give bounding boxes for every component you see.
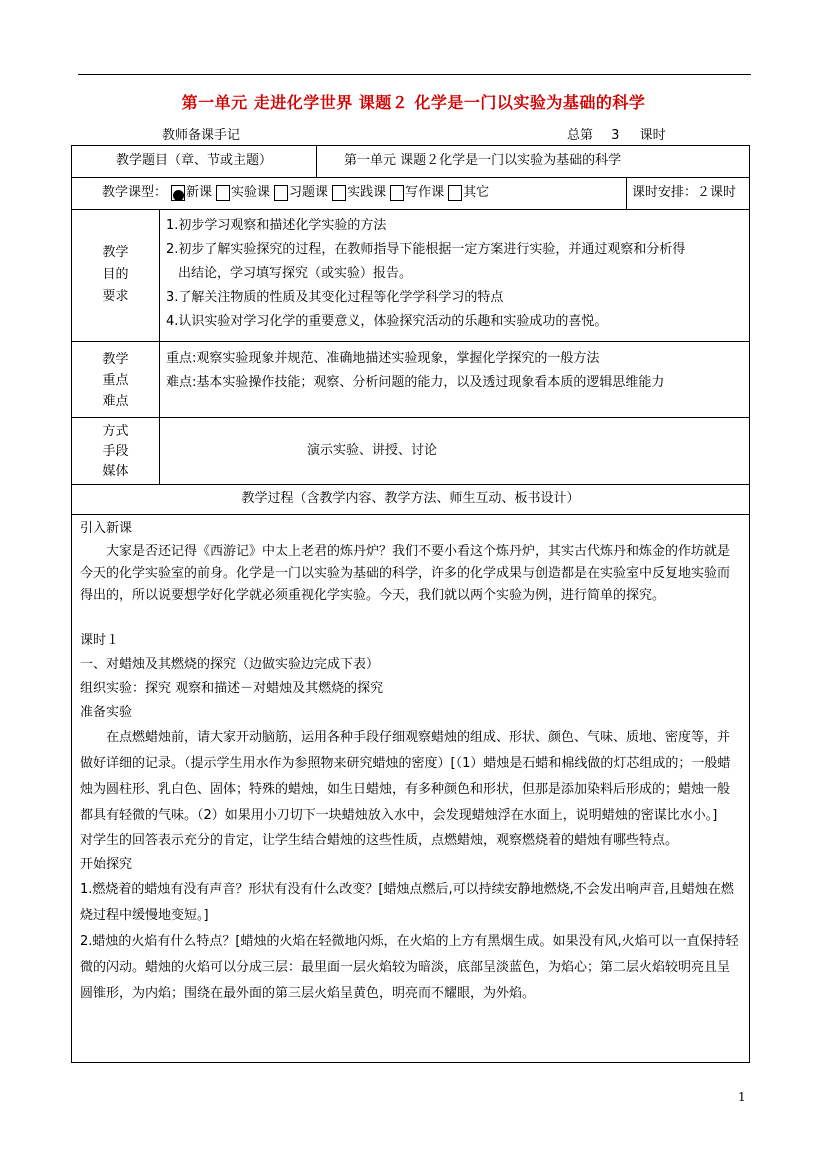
goals-label-line: 教学	[102, 245, 129, 260]
key-content	[166, 347, 746, 395]
type-other: 其它	[463, 185, 490, 200]
goals-label	[72, 242, 159, 308]
goals-label-line: 目的	[102, 267, 129, 282]
schedule: 课时安排：２课时	[632, 185, 737, 200]
start-heading: 开始探究	[80, 857, 133, 872]
type-exercise: 习题课	[289, 185, 329, 200]
header-rule	[78, 74, 751, 75]
goals-list	[166, 214, 746, 334]
method-value: 演示实验、讲授、讨论	[307, 443, 438, 458]
col-divider	[316, 146, 317, 177]
period-unit: 课时	[639, 128, 666, 143]
page-number: 1	[738, 1090, 746, 1104]
topic-label: 教学题目（章、节或主题）	[115, 153, 272, 168]
spacer	[80, 607, 742, 629]
lesson-type-row	[102, 184, 622, 203]
key-label-line: 重点	[102, 373, 129, 388]
affirm-line: 对学生的回答表示充分的肯定，让学生结合蜡烛的这些性质，点燃蜡烛，观察燃烧着的蜡烛有哪些特点。	[80, 833, 679, 848]
total-label: 总第	[567, 128, 594, 143]
intro-paragraph: 大家是否还记得《西游记》中太上老君的炼丹炉？我们不要小看这个炼丹炉，其实古代炼丹和炼金的作坊就是今天的化学实验室的前身。化学是一门以实验为基础的科学，许多的化学成果与创造都是在实验室中反复地实验而得出的，所以说要想学好化学就必须重视化学实验。今天，我们就以两个实验为例，进行简单的探究。	[80, 544, 731, 603]
lesson-plan-table	[71, 145, 750, 1063]
question-2: 2.蜡烛的火焰有什么特点？[蜡烛的火焰在轻微地闪烁，在火焰的上方有黑烟生成。如果没有风,火焰可以一直保持轻微的闪动。蜡烛的火焰可以分成三层：最里面一层火焰较为暗淡，底部呈淡蓝色，为焰心；第二层火焰较明亮且呈圆锥形，为内焰；围绕在最外面的第三层火焰呈黄色，明亮而不耀眼，为外焰。	[80, 934, 739, 1001]
row-divider	[72, 417, 749, 418]
prepare-paragraph: 在点燃蜡烛前，请大家开动脑筋，运用各种手段仔细观察蜡烛的组成、形状、颜色、气味、质地、密度等，并做好详细的记录。（提示学生用水作为参照物来研究蜡烛的密度）[（1）蜡烛是石蜡和棉线做的灯芯组成的；一般蜡烛为圆柱形、乳白色、固体；特殊的蜡烛，如生日蜡烛，有多种颜色和形状，但那是添加染料后形成的；蜡烛一般都具有轻微的气味。（2）如果用小刀切下一块蜡烛放入水中，会发现蜡烛浮在水面上，说明蜡烛的密谋比水小。]	[80, 730, 731, 823]
row-divider	[72, 209, 749, 210]
process-content	[80, 517, 742, 1007]
method-label-line: 媒体	[102, 464, 129, 479]
checkbox[interactable]	[216, 185, 230, 201]
checked-dot-icon	[173, 190, 184, 201]
type-writing: 写作课	[405, 185, 445, 200]
section-heading: 一、对蜡烛及其燃烧的探究（边做实验边完成下表）	[80, 657, 380, 672]
lesson-type-label: 教学课型：	[102, 185, 168, 200]
row-divider	[72, 341, 749, 342]
total-periods	[567, 124, 666, 143]
goal-item: 4.认识实验对学习化学的重要意义，体验探究活动的乐趣和实验成功的喜悦。	[166, 314, 608, 329]
difficulties: 难点:基本实验操作技能；观察、分析问题的能力，以及透过现象看本质的逻辑思维能力	[166, 375, 665, 390]
checkbox[interactable]	[390, 185, 404, 201]
goal-item: 2.初步了解实验探究的过程，在教师指导下能根据一定方案进行实验，并通过观察和分析得	[166, 242, 686, 257]
total-number: 3	[611, 128, 620, 143]
organize-line: 组织实验：探究 观察和描述－对蜡烛及其燃烧的探究	[80, 681, 384, 696]
checkbox-checked[interactable]	[171, 185, 185, 201]
notebook-label: 教师备课手记	[162, 128, 241, 143]
goals-label-line: 要求	[102, 289, 129, 304]
method-label-line: 手段	[102, 444, 129, 459]
method-label	[72, 422, 159, 482]
checkbox[interactable]	[332, 185, 346, 201]
question-1: 1.燃烧着的蜡烛有没有声音？形状有没有什么改变？[蜡烛点燃后,可以持续安静地燃烧,不会发出响声音,且蜡烛在燃烧过程中缓慢地变短。]	[80, 882, 734, 923]
checkbox[interactable]	[448, 185, 462, 201]
goal-item: 1.初步学习观察和描述化学实验的方法	[166, 218, 387, 233]
page-title: 第一单元 走进化学世界 课题２ 化学是一门以实验为基础的科学	[181, 93, 646, 112]
method-label-line: 方式	[102, 424, 129, 439]
col-divider	[626, 177, 627, 209]
type-practice: 实践课	[347, 185, 387, 200]
key-label	[72, 349, 159, 412]
row-divider	[72, 484, 749, 485]
key-points: 重点:观察实验现象并规范、准确地描述实验现象，掌握化学探究的一般方法	[166, 351, 600, 366]
row-divider	[72, 514, 749, 515]
key-label-line: 教学	[102, 352, 129, 367]
type-new: 新课	[186, 185, 213, 200]
lesson-label: 课时１	[80, 633, 120, 648]
row-divider	[72, 177, 749, 178]
type-experiment: 实验课	[231, 185, 271, 200]
key-label-line: 难点	[102, 394, 129, 409]
goal-item-continued: 出结论，学习填写探究（或实验）报告。	[178, 266, 413, 281]
goal-item: 3.了解关注物质的性质及其变化过程等化学学科学习的特点	[166, 290, 504, 305]
col-divider	[159, 209, 160, 484]
process-heading: 教学过程（含教学内容、教学方法、师生互动、板书设计）	[241, 491, 580, 506]
topic-value: 第一单元 课题２化学是一门以实验为基础的科学	[344, 153, 622, 168]
checkbox[interactable]	[274, 185, 288, 201]
intro-heading: 引入新课	[80, 521, 133, 536]
prepare-heading: 准备实验	[80, 705, 133, 720]
